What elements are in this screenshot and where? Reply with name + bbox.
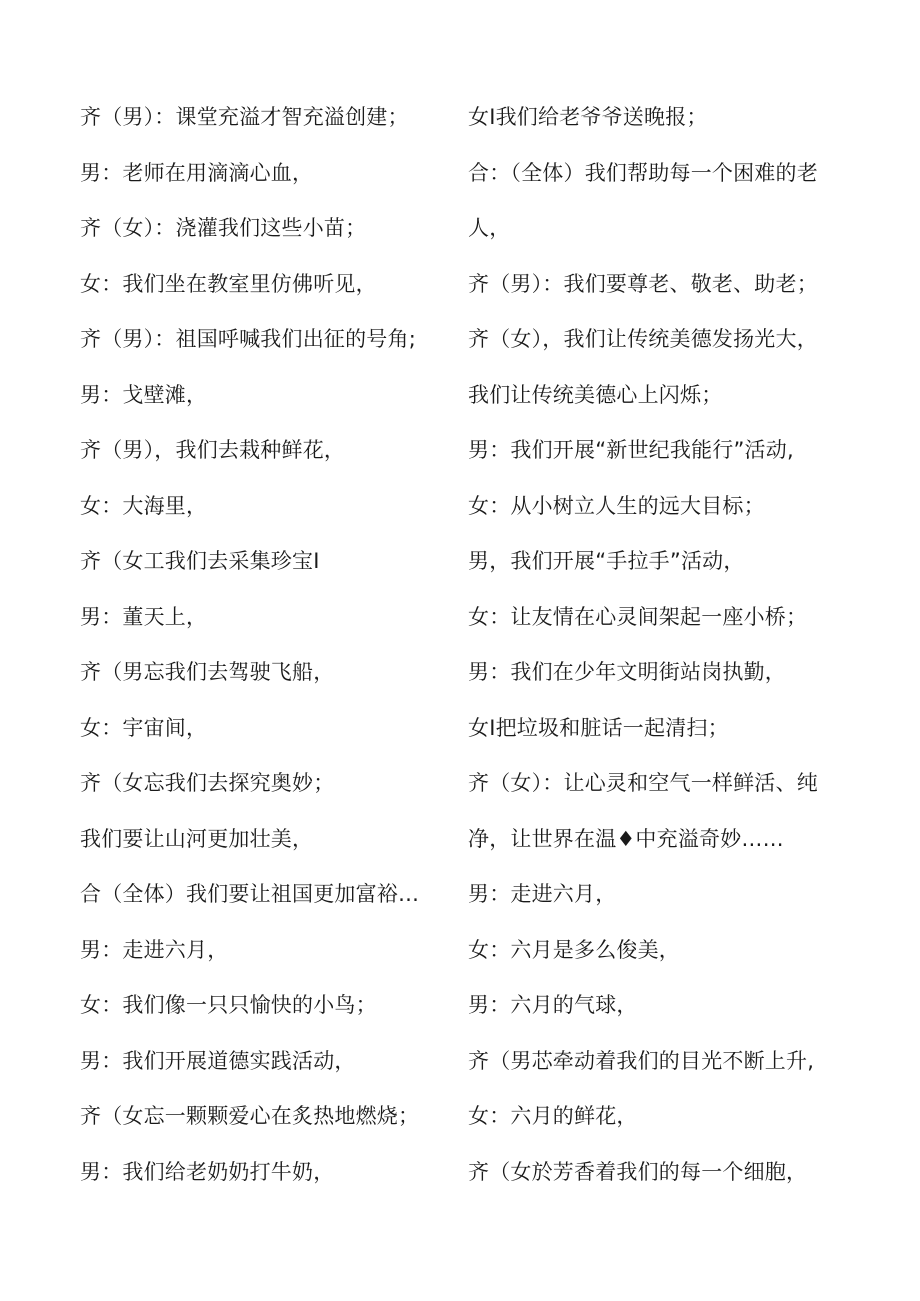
text-line: 齐（男芯牵动着我们的目光不断上升, (468, 1048, 815, 1073)
text-line: 女I把垃圾和脏话一起清扫； (468, 715, 729, 740)
text-line: 齐（女忘一颗颗爱心在炙热地燃烧； (80, 1104, 420, 1128)
text-line: 男：我们在少年文明街站岗执勤， (468, 660, 786, 684)
text-line: 女：六月的鲜花， (468, 1104, 638, 1128)
text-line: 齐（女）：让心灵和空气一样鲜活、纯 (468, 771, 818, 795)
text-line: 合：（全体）我们帮助每一个困难的老 (468, 160, 818, 185)
text-line: 男：我们开展道德实践活动， (80, 1048, 356, 1073)
text-line: 人， (468, 216, 511, 240)
text-line: 女：让友情在心灵间架起一座小桥； (468, 604, 808, 629)
text-line: 齐（男）：我们要尊老、敬老、助老； (468, 271, 818, 296)
text-line: 男：董天上， (80, 604, 208, 629)
text-line: 齐（女於芳香着我们的每一个细胞， (468, 1159, 808, 1184)
text-line: 男，我们开展“手拉手”活动， (468, 549, 745, 573)
text-line: 男：戈壁滩， (80, 382, 208, 407)
text-line: 我们让传统美德心上闪烁； (468, 382, 723, 407)
text-line: 女：我们像一只只愉快的小鸟； (80, 993, 377, 1017)
text-line: 齐（女工我们去采集珍宝I (80, 549, 320, 573)
text-line: 女I我们给老爷爷送晚报； (468, 105, 708, 129)
text-line: 男：走进六月， (468, 882, 617, 906)
text-line: 齐（女），我们让传统美德发扬光大， (468, 327, 818, 351)
text-line: 齐（男）：祖国呼喊我们出征的号角; (80, 327, 416, 351)
left-column (80, 90, 450, 1200)
text-line: 男：我们给老奶奶打牛奶， (80, 1159, 335, 1184)
text-line: 齐（男），我们去栽种鲜花， (80, 438, 346, 462)
text-line: 净，让世界在温♦中充溢奇妙…… (468, 826, 784, 851)
text-line: 齐（女忘我们去探究奥妙； (80, 771, 335, 795)
text-line: 齐（女）：浇灌我们这些小苗； (80, 216, 367, 240)
text-line: 女：我们坐在教室里仿佛听见， (80, 271, 377, 296)
text-line: 女：从小树立人生的远大目标； (468, 493, 765, 518)
text-line: 女：六月是多么俊美， (468, 937, 680, 962)
text-line: 齐（男）：课堂充溢才智充溢创建； (80, 105, 409, 129)
text-line: 女：大海里， (80, 493, 208, 518)
text-line: 男：六月的气球， (468, 993, 638, 1017)
text-line: 齐（男忘我们去驾驶飞船， (80, 660, 335, 684)
text-line: 我们要让山河更加壮美， (80, 826, 314, 851)
text-line: 女：宇宙间， (80, 715, 208, 740)
text-line: 男：我们开展“新世纪我能行”活动, (468, 438, 794, 462)
text-line: 合（全体）我们要让祖国更加富裕… (80, 882, 420, 906)
right-column (468, 90, 848, 1200)
text-line: 男：走进六月， (80, 937, 229, 962)
text-line: 男：老师在用滴滴心血， (80, 160, 314, 185)
